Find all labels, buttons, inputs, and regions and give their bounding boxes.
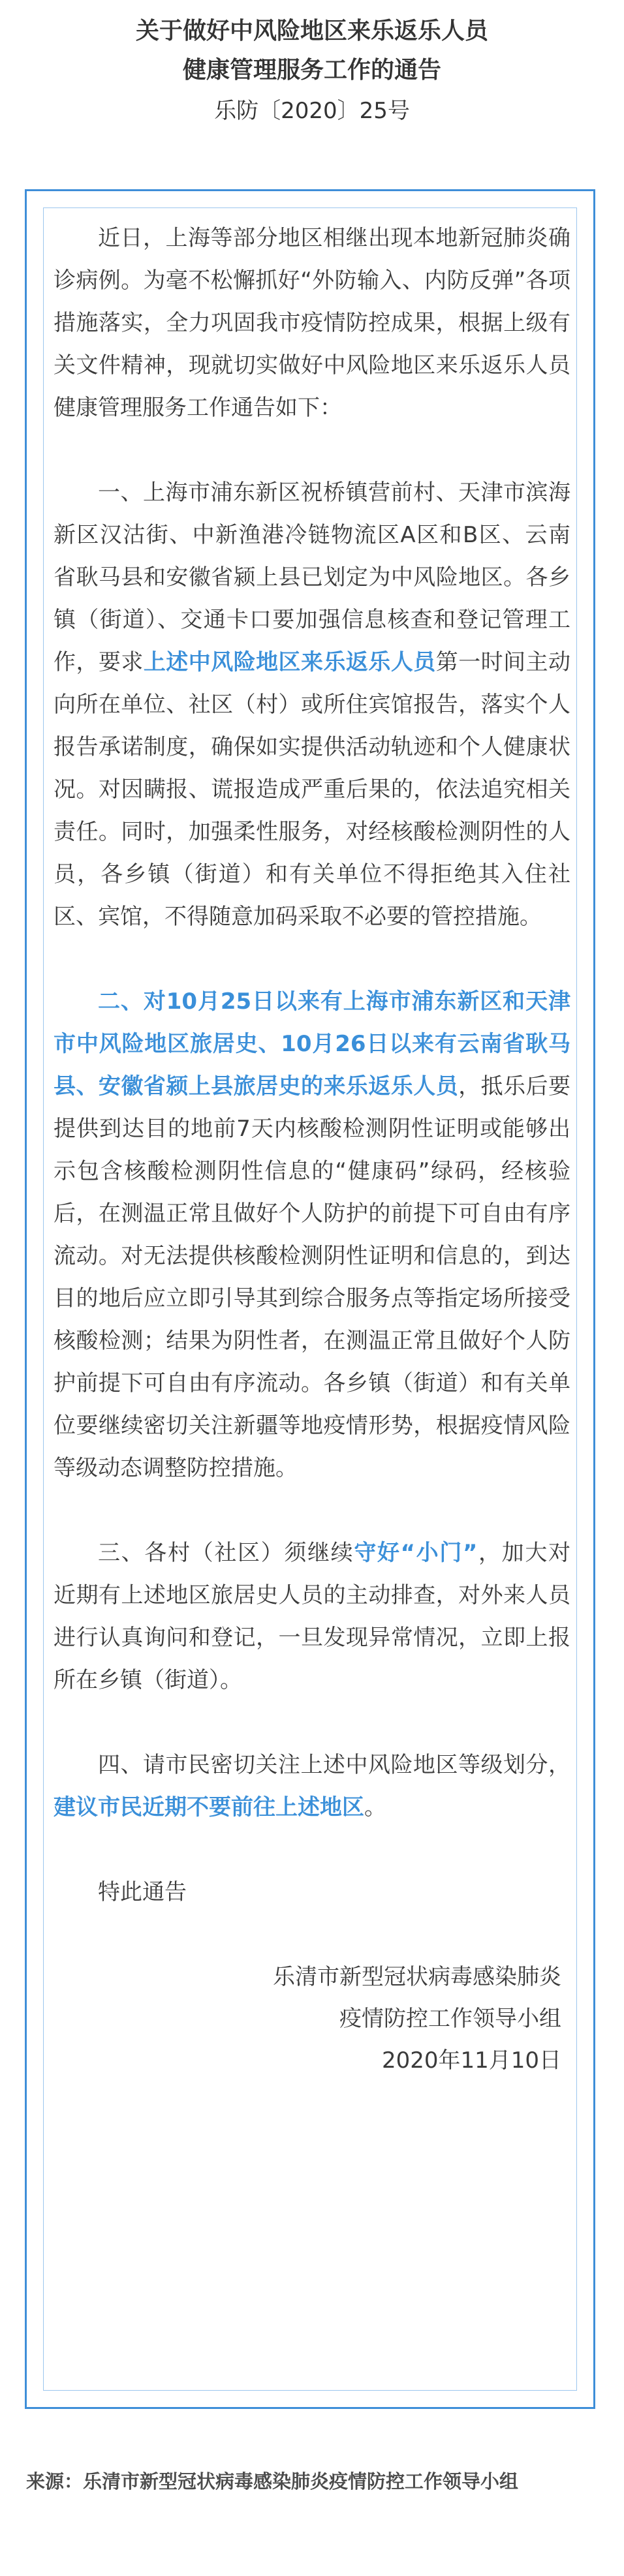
item-3-text-a: 三、各村（社区）须继续: [98, 1540, 354, 1566]
signature-org-line2: 疫情防控工作领导小组: [339, 2006, 561, 2032]
notice-header: [0, 0, 624, 129]
source-footer: 来源：乐清市新型冠状病毒感染肺炎疫情防控工作领导小组: [26, 2470, 519, 2492]
signature-org-line1: 乐清市新型冠状病毒感染肺炎: [273, 1964, 561, 1990]
item-1-paragraph: [54, 472, 570, 938]
item-1-highlight: 上述中风险地区来乐返乐人员: [143, 649, 436, 675]
item-4-text-a: 四、请市民密切关注上述中风险地区等级划分，: [98, 1752, 570, 1778]
item-4-paragraph: [54, 1744, 570, 1829]
notice-title-line1: 关于做好中风险地区来乐返乐人员: [135, 18, 488, 44]
closing-line: 特此通告: [98, 1879, 187, 1905]
document-number: 乐防〔2020〕25号: [214, 98, 410, 124]
item-2-paragraph: [54, 981, 570, 1490]
signature-block: [54, 1956, 570, 2081]
intro-paragraph: 近日，上海等部分地区相继出现本地新冠肺炎确诊病例。为毫不松懈抓好“外防输入、内防反弹”各项措施落实，全力巩固我市疫情防控成果，根据上级有关文件精神，现就切实做好中风险地区来乐返乐人员健康管理服务工作通告如下：: [54, 225, 570, 421]
item-3-paragraph: [54, 1532, 570, 1702]
item-2-highlight: 二、对10月25日以来有上海市浦东新区和天津市中风险地区旅居史、10月26日以来有云南省耿马县、安徽省颍上县旅居史的来乐返乐人员: [54, 989, 570, 1099]
item-4-highlight: 建议市民近期不要前往上述地区: [54, 1794, 364, 1820]
item-3-highlight: 守好“小门”: [354, 1540, 478, 1566]
item-3-text-b: ，加大对近期有上述地区旅居史人员的主动排查，对外来人员进行认真询问和登记，一旦发现异常情况，立即上报所在乡镇（街道）。: [54, 1540, 570, 1693]
notice-title-line2: 健康管理服务工作的通告: [182, 57, 441, 84]
item-1-text-a: 一、上海市浦东新区祝桥镇营前村、天津市滨海新区汉沽街、中新渔港冷链物流区A区和B区、云南省耿马县和安徽省颍上县已划定为中风险地区。各乡镇（街道）、交通卡口要加强信息核查和登记管理工作，要求: [54, 480, 570, 675]
item-1-text-b: 第一时间主动向所在单位、社区（村）或所住宾馆报告，落实个人报告承诺制度，确保如实提供活动轨迹和个人健康状况。对因瞒报、谎报造成严重后果的，依法追究相关责任。同时，加强柔性服务，对经核酸检测阴性的人员，各乡镇（街道）和有关单位不得拒绝其入住社区、宾馆，不得随意加码采取不必要的管控措施。: [54, 649, 571, 930]
notice-body: [54, 217, 570, 2081]
item-4-text-b: 。: [364, 1794, 386, 1820]
signature-date: 2020年11月10日: [381, 2047, 561, 2074]
item-2-text-b: ，抵乐后要提供到达目的地前7天内核酸检测阴性证明或能够出示包含核酸检测阴性信息的“健康码”绿码，经核验后，在测温正常且做好个人防护的前提下可自由有序流动。对无法提供核酸检测阴性证明和信息的，到达目的地后应立即引导其到综合服务点等指定场所接受核酸检测；结果为阴性者，在测温正常且做好个人防护前提下可自由有序流动。各乡镇（街道）和有关单位要继续密切关注新疆等地疫情形势，根据疫情风险等级动态调整防控措施。: [54, 1073, 571, 1481]
